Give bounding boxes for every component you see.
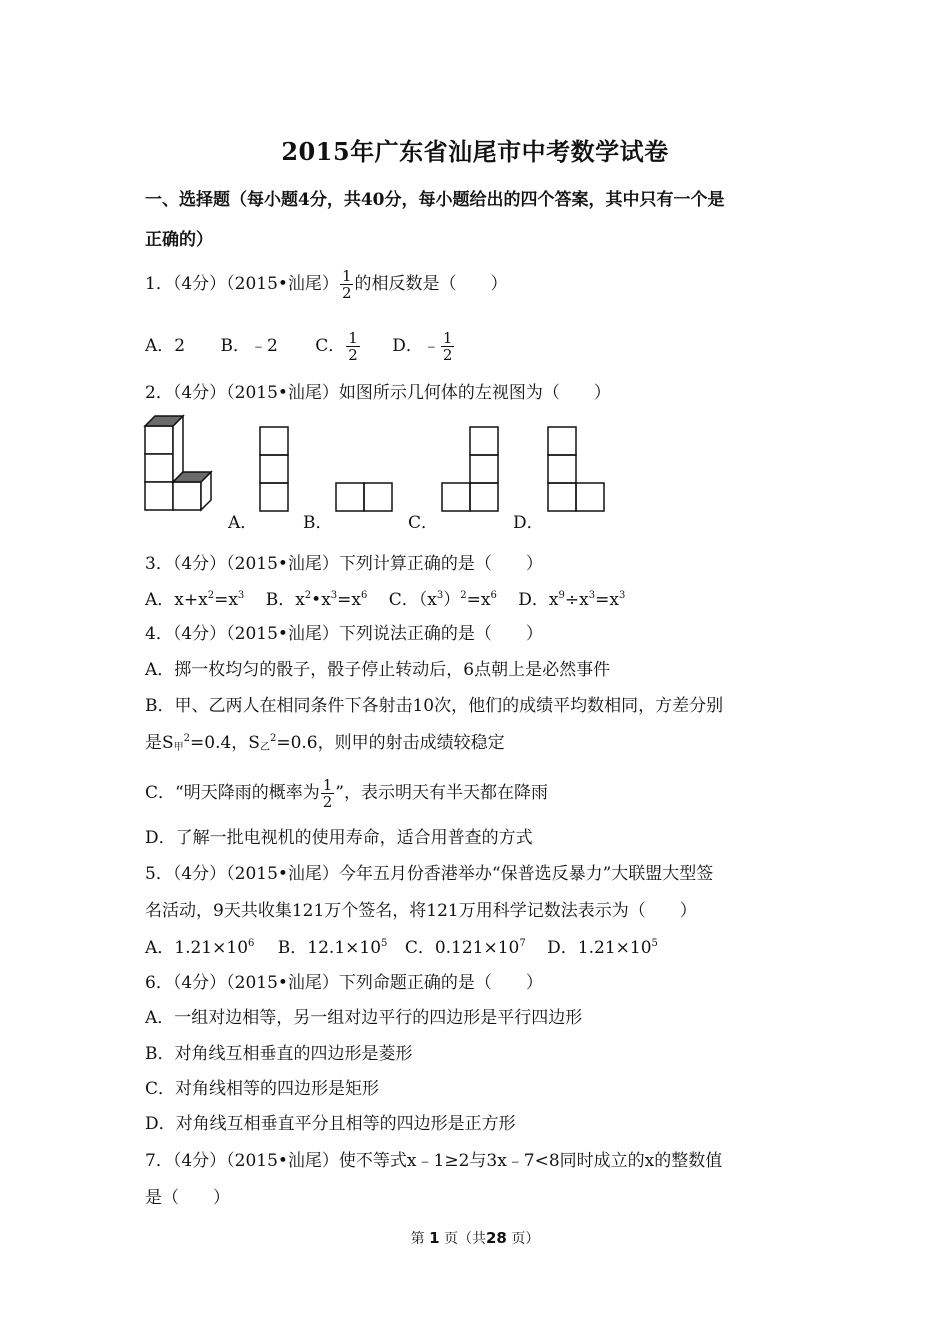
section-heading-line2: 正确的） <box>145 230 213 250</box>
q2-option-a: A． <box>228 513 258 533</box>
q1-option-c: C． <box>315 336 346 356</box>
q2-option-b-figure <box>334 481 396 513</box>
q2-option-c-figure <box>440 425 502 513</box>
footer-page-number: 1 <box>429 1229 440 1247</box>
q1-option-a: A．2 <box>145 336 186 356</box>
question-1 <box>145 268 507 301</box>
q4-option-c-fraction: $\frac{1}{2}$ <box>322 776 333 811</box>
q1-option-b: B．﹣2 <box>220 336 278 356</box>
q1-frac-den: 2 <box>341 284 352 302</box>
q1-frac-num: 1 <box>341 267 352 285</box>
page-footer <box>0 1228 950 1248</box>
question-5-options <box>145 936 658 960</box>
q3-option-c: C．$(x^3)^2=x^6$ <box>388 590 497 610</box>
q3-option-d: D．$x^9\div x^3=x^3$ <box>518 590 626 610</box>
q3-option-b: B．$x^2•x^3=x^6$ <box>265 590 368 610</box>
q1-fraction <box>340 268 354 301</box>
footer-prefix: 第 <box>410 1231 425 1247</box>
q5-option-a: A．$1.21\times 10^6$ <box>145 938 255 958</box>
q2-option-d-figure <box>546 425 608 513</box>
q1-stem-prefix: 1．（4分）（2015•汕尾） <box>145 274 339 294</box>
q1-option-c-num: 1 <box>348 329 358 347</box>
q2-option-b: B． <box>303 513 333 533</box>
q4-option-d: D．了解一批电视机的使用寿命，适合用普查的方式 <box>145 828 533 848</box>
question-2: 2．（4分）（2015•汕尾）如图所示几何体的左视图为（ ） <box>145 383 611 403</box>
q1-option-d-den: 2 <box>442 346 453 364</box>
q6-option-c: C．对角线相等的四边形是矩形 <box>145 1079 380 1099</box>
q2-option-d: D． <box>513 513 544 533</box>
question-7-line1: 7．（4分）（2015•汕尾）使不等式x﹣1≥2与3x﹣7<8同时成立的x的整数值 <box>145 1151 723 1171</box>
q4-option-a: A．掷一枚均匀的骰子，骰子停止转动后，6点朝上是必然事件 <box>145 660 611 680</box>
solid-figure <box>143 414 215 514</box>
q4-option-c: C．“明天降雨的概率为 $\frac{1}{2}$ ”，表示明天有半天都在降雨 <box>145 776 548 811</box>
q1-option-d: D．﹣ <box>392 336 440 356</box>
question-6: 6．（4分）（2015•汕尾）下列命题正确的是（ ） <box>145 973 543 993</box>
question-4: 4．（4分）（2015•汕尾）下列说法正确的是（ ） <box>145 624 543 644</box>
q2-option-c: C． <box>408 513 439 533</box>
footer-middle: 页（共 <box>444 1231 486 1247</box>
section-heading-line1: 一、选择题（每小题4分，共40分，每小题给出的四个答案，其中只有一个是 <box>145 190 725 210</box>
question-1-options <box>145 330 455 363</box>
page-title: 2015年广东省汕尾市中考数学试卷 <box>281 137 669 166</box>
q1-option-c-fraction <box>346 330 360 363</box>
q6-option-b: B．对角线互相垂直的四边形是菱形 <box>145 1044 413 1064</box>
q5-option-d: D．$1.21\times 10^5$ <box>547 938 658 958</box>
question-5-line1: 5．（4分）（2015•汕尾）今年五月份香港举办“保普选反暴力”大联盟大型签 <box>145 864 714 884</box>
q6-option-a: A．一组对边相等，另一组对边平行的四边形是平行四边形 <box>145 1008 583 1028</box>
q1-stem-suffix: 的相反数是（ ） <box>354 274 508 294</box>
question-3-options <box>145 588 625 612</box>
q5-option-b: B．$12.1\times 10^5$ <box>277 938 388 958</box>
q1-option-d-num: 1 <box>442 329 453 347</box>
question-5-line2: 名活动，9天共收集121万个签名，将121万用科学记数法表示为（ ） <box>145 901 697 921</box>
footer-suffix: 页） <box>511 1231 540 1247</box>
q6-option-d: D．对角线互相垂直平分且相等的四边形是正方形 <box>145 1114 516 1134</box>
q4-option-b-line2: 是$S_甲^2=0.4$，$S_乙^2=0.6$，则甲的射击成绩较稳定 <box>145 733 505 753</box>
q3-option-a: A．$x+x^2=x^3$ <box>145 590 245 610</box>
footer-total-pages: 28 <box>486 1229 507 1247</box>
q2-option-a-figure <box>258 425 290 513</box>
question-3: 3．（4分）（2015•汕尾）下列计算正确的是（ ） <box>145 554 543 574</box>
q1-option-c-den: 2 <box>348 346 358 364</box>
q5-option-c: C．$0.121\times 10^7$ <box>404 938 526 958</box>
q1-option-d-fraction <box>441 330 455 363</box>
q4-option-b-line1: B．甲、乙两人在相同条件下各射击10次，他们的成绩平均数相同，方差分别 <box>145 696 724 716</box>
question-7-line2: 是（ ） <box>145 1188 230 1208</box>
